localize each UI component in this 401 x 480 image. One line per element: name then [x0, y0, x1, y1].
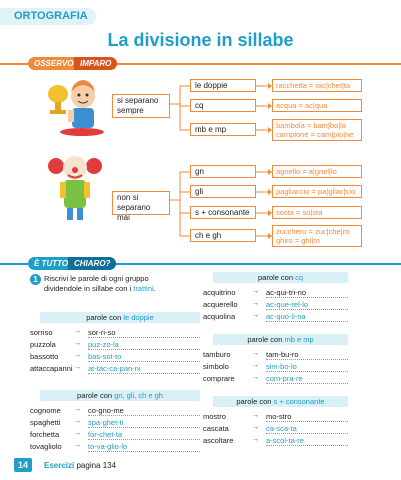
answer-field[interactable]: a-scol-ta-re [266, 436, 348, 446]
arrow-icon: → [252, 424, 259, 431]
group-heading: parole con s + consonante [213, 396, 348, 407]
example-gli: pagliaccio = pa|gliac|cio [272, 185, 362, 198]
answer-field[interactable]: ca-sca-ta [266, 424, 348, 434]
clown-illustration [40, 148, 110, 224]
group-heading: parole con gn, gli, ch e gh [40, 390, 200, 401]
answer-field[interactable]: ac-que-rel-lo [266, 300, 348, 310]
answer-field[interactable]: for-chet-ta [88, 430, 200, 440]
arrow-icon: → [74, 340, 81, 347]
branch-s-consonante: s + consonante [190, 206, 256, 219]
footer-ref[interactable]: Esercizi pagina 134 [44, 461, 117, 470]
arrow-icon: → [74, 418, 81, 425]
example-s-consonante: sosta = so|sta [272, 206, 362, 219]
arrow-icon: → [252, 436, 259, 443]
answer-field[interactable]: mo-stro [266, 412, 348, 422]
answer-field[interactable]: puz-zo-la [88, 340, 200, 350]
branch-cq: cq [190, 99, 256, 112]
exercise-word: acquitrino [203, 288, 236, 297]
arrow-icon: → [252, 350, 259, 357]
arrow-icon: → [74, 352, 81, 359]
arrow-icon: → [74, 406, 81, 413]
exercise-word: spaghetti [30, 418, 61, 427]
section-tag: ORTOGRAFIA [0, 8, 96, 25]
exercise-word: tovagliolo [30, 442, 62, 451]
example-ch-line1: zucchero = zuc|che|ro [276, 227, 350, 236]
example-ch-line2: ghiro = ghi|ro [276, 236, 320, 245]
exercise-word: sorriso [30, 328, 53, 337]
exercise-word: cascata [203, 424, 229, 433]
rule-root-always: si separano sempre [112, 94, 170, 118]
page-number: 14 [14, 458, 32, 472]
branch-mb-mp: mb e mp [190, 123, 256, 136]
answer-field[interactable]: at-tac-ca-pan-ni [88, 364, 200, 374]
group-heading: parole con le doppie [40, 312, 200, 323]
exercise-word: cognome [30, 406, 61, 415]
exercise-word: bassotto [30, 352, 59, 361]
page-title: La divisione in sillabe [107, 30, 294, 50]
exercise-word: simbolo [203, 362, 229, 371]
example-mb-line1: bambola = bam|bo|la [276, 121, 346, 130]
arrow-icon: → [252, 374, 259, 381]
exercise-word: forchetta [30, 430, 60, 439]
branch-ch-gh: ch e gh [190, 229, 256, 242]
chiaro-label-left: È TUTTO [28, 257, 74, 270]
arrow-icon: → [252, 288, 259, 295]
exercise-number: 1 [30, 274, 41, 285]
answer-field[interactable]: co-gno-me [88, 406, 200, 416]
chiaro-label-right: CHIARO? [68, 257, 116, 270]
answer-field[interactable]: to-va-glio-lo [88, 442, 200, 452]
example-doppie: racchetta = rac|chet|ta [272, 79, 362, 92]
group-heading: parole con cq [213, 272, 348, 283]
instruction-line1: Riscrivi le parole di ogni gruppo [44, 274, 149, 283]
answer-field[interactable]: sim-bo-lo [266, 362, 348, 372]
arrow-icon: → [74, 328, 81, 335]
branch-gli: gli [190, 185, 256, 198]
exercise-word: attaccapanni [30, 364, 73, 373]
instruction-line2: dividendole in sillabe con i trattini. [44, 284, 156, 293]
arrow-icon: → [74, 364, 81, 371]
arrow-icon: → [252, 300, 259, 307]
branch-gn: gn [190, 165, 256, 178]
exercise-word: comprare [203, 374, 235, 383]
answer-field[interactable]: ac-qui-tri-no [266, 288, 348, 298]
imparo-label: IMPARO [74, 57, 117, 70]
exercise-instructions [44, 274, 204, 294]
answer-field[interactable]: bas-sot-to [88, 352, 200, 362]
group-heading: parole con mb e mp [213, 334, 348, 345]
arrow-icon: → [252, 312, 259, 319]
exercise-word: tamburo [203, 350, 231, 359]
osservo-label: OSSERVO [28, 57, 80, 70]
answer-field[interactable]: sor-ri-so [88, 328, 200, 338]
answer-field[interactable]: tam-bu-ro [266, 350, 348, 360]
rule-root-never: non si separano mai [112, 191, 170, 215]
answer-field[interactable]: com-pra-re [266, 374, 348, 384]
example-cq: acqua = ac|qua [272, 99, 362, 112]
exercise-word: mostro [203, 412, 226, 421]
answer-field[interactable]: ac-quo-li-na [266, 312, 348, 322]
branch-doppie: le doppie [190, 79, 256, 92]
example-gn: agnello = a|gnel|lo [272, 165, 362, 178]
example-ch-gh [272, 225, 362, 247]
exercise-word: acquolina [203, 312, 236, 321]
arrow-icon: → [252, 362, 259, 369]
arrow-icon: → [74, 442, 81, 449]
example-mb-line2: campione = cam|pio|ne [276, 130, 354, 139]
exercise-word: ascoltare [203, 436, 234, 445]
exercise-word: acquerello [203, 300, 238, 309]
arrow-icon: → [74, 430, 81, 437]
example-mb-mp [272, 119, 362, 141]
answer-field[interactable]: spa-ghet-ti [88, 418, 200, 428]
exercise-word: puzzola [30, 340, 56, 349]
arrow-icon: → [252, 412, 259, 419]
